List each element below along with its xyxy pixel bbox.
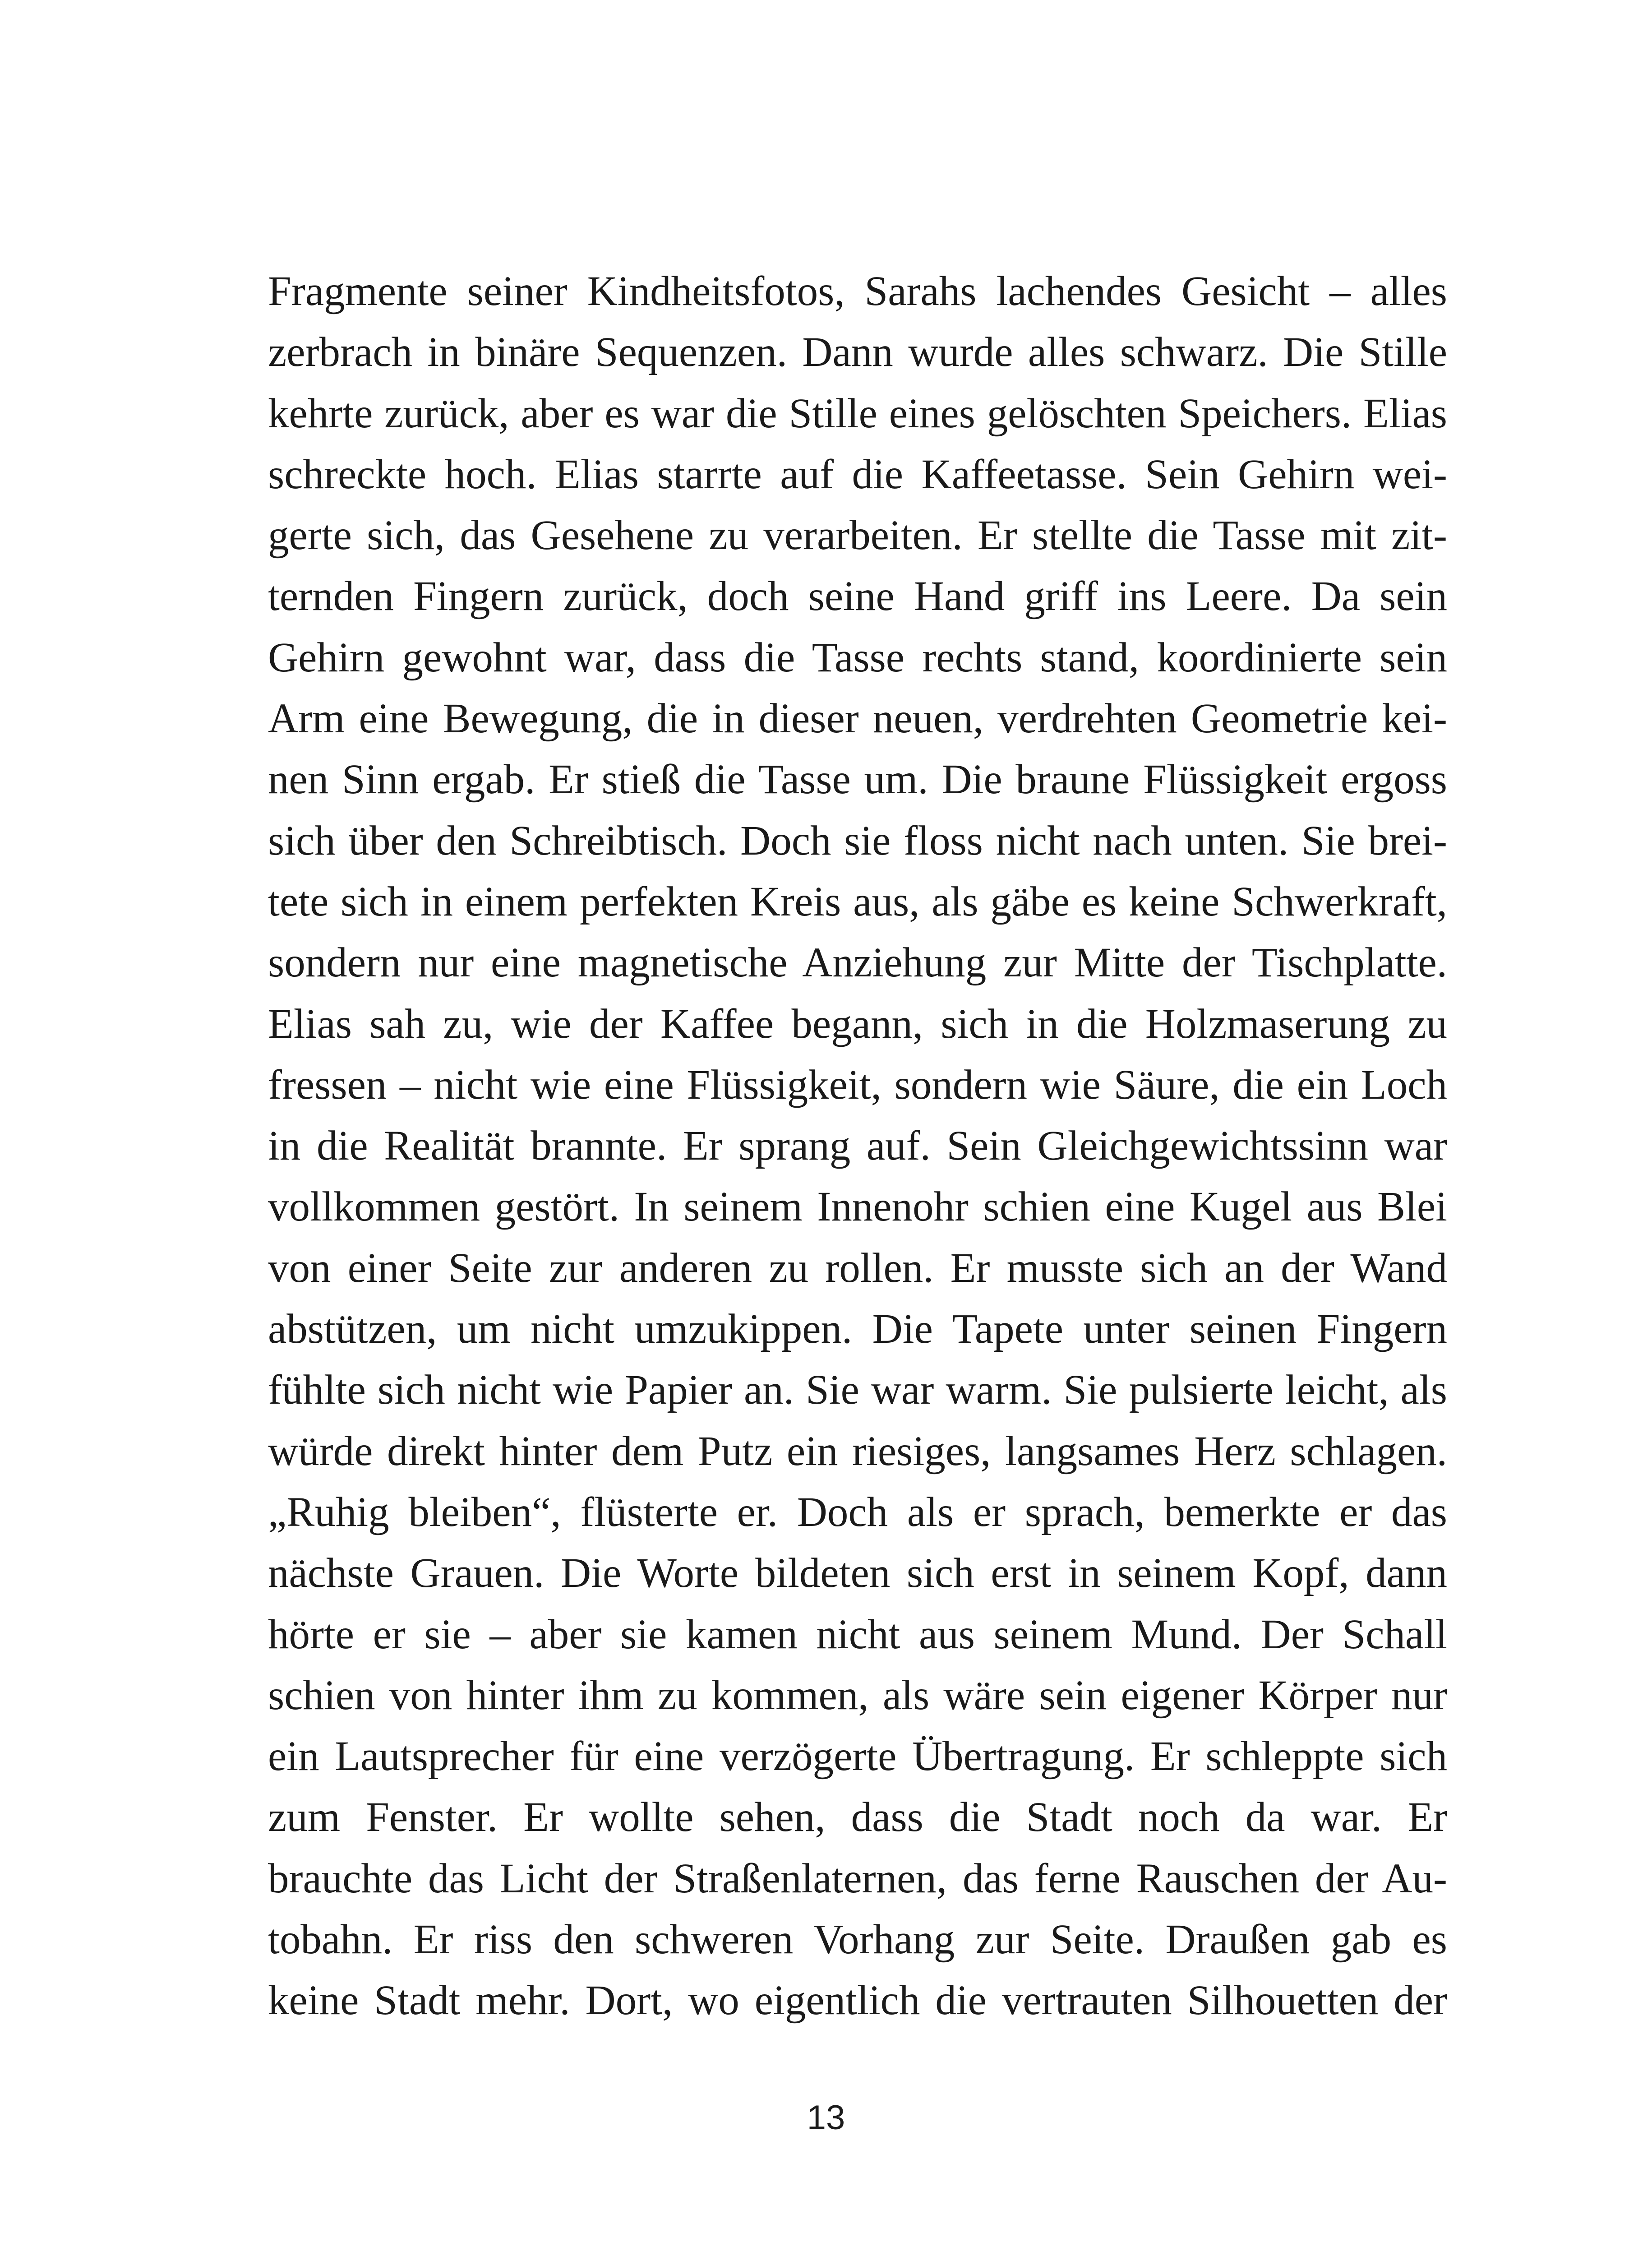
text-line: fressen – nicht wie eine Flüssigkeit, sondern wie Säure, die ein Loch <box>268 1061 1447 1108</box>
body-text <box>268 261 1447 2031</box>
text-line: abstützen, um nicht umzukippen. Die Tapete unter seinen Fingern <box>268 1306 1447 1353</box>
text-line: zum Fenster. Er wollte sehen, dass die Stadt noch da war. Er <box>268 1794 1447 1841</box>
text-line: Elias sah zu, wie der Kaffee begann, sich in die Holzmaserung zu <box>268 1000 1447 1047</box>
text-line: Gehirn gewohnt war, dass die Tasse rechts stand, koordinierte sein <box>268 634 1447 681</box>
text-line: vollkommen gestört. In seinem Innenohr schien eine Kugel aus Blei <box>268 1183 1447 1230</box>
text-line: hörte er sie – aber sie kamen nicht aus seinem Mund. Der Schall <box>268 1611 1447 1658</box>
text-line: sich über den Schreibtisch. Doch sie floss nicht nach unten. Sie brei- <box>268 817 1447 864</box>
text-line: „Ruhig bleiben“, flüsterte er. Doch als er sprach, bemerkte er das <box>268 1489 1447 1535</box>
text-line: keine Stadt mehr. Dort, wo eigentlich die vertrauten Silhouetten der <box>268 1977 1447 2024</box>
text-line: nen Sinn ergab. Er stieß die Tasse um. Die braune Flüssigkeit ergoss <box>268 756 1447 803</box>
text-line: schien von hinter ihm zu kommen, als wäre sein eigener Körper nur <box>268 1672 1447 1719</box>
text-line: Fragmente seiner Kindheitsfotos, Sarahs lachendes Gesicht – alles <box>268 268 1447 314</box>
text-line: gerte sich, das Gesehene zu verarbeiten. Er stellte die Tasse mit zit- <box>268 512 1447 559</box>
text-line: tobahn. Er riss den schweren Vorhang zur Seite. Draußen gab es <box>268 1916 1447 1963</box>
text-line: tete sich in einem perfekten Kreis aus, als gäbe es keine Schwerkraft, <box>268 878 1447 925</box>
text-line: in die Realität brannte. Er sprang auf. Sein Gleichgewichtssinn war <box>268 1123 1447 1170</box>
text-line: würde direkt hinter dem Putz ein riesiges, langsames Herz schlagen. <box>268 1428 1447 1475</box>
text-line: fühlte sich nicht wie Papier an. Sie war warm. Sie pulsierte leicht, als <box>268 1367 1447 1414</box>
text-line: ein Lautsprecher für eine verzögerte Übertragung. Er schleppte sich <box>268 1733 1447 1780</box>
text-line: zerbrach in binäre Sequenzen. Dann wurde alles schwarz. Die Stille <box>268 329 1447 376</box>
page-number: 13 <box>807 2099 845 2137</box>
text-line: von einer Seite zur anderen zu rollen. Er musste sich an der Wand <box>268 1244 1447 1291</box>
text-line: Arm eine Bewegung, die in dieser neuen, verdrehten Geometrie kei- <box>268 695 1447 742</box>
text-line: ternden Fingern zurück, doch seine Hand griff ins Leere. Da sein <box>268 573 1447 620</box>
text-line: sondern nur eine magnetische Anziehung zur Mitte der Tischplatte. <box>268 939 1447 986</box>
text-line: kehrte zurück, aber es war die Stille eines gelöschten Speichers. Elias <box>268 390 1447 437</box>
text-line: brauchte das Licht der Straßenlaternen, das ferne Rauschen der Au- <box>268 1855 1447 1902</box>
text-line: nächste Grauen. Die Worte bildeten sich erst in seinem Kopf, dann <box>268 1550 1447 1597</box>
text-line: schreckte hoch. Elias starrte auf die Kaffeetasse. Sein Gehirn wei- <box>268 451 1447 498</box>
